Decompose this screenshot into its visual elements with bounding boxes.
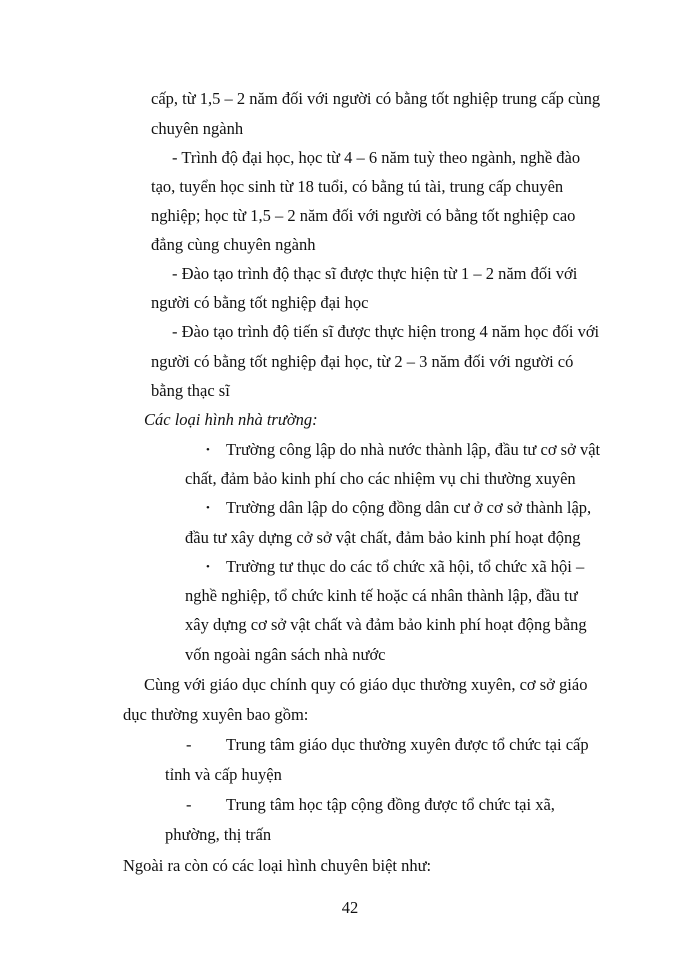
- bullet-icon: •: [206, 444, 210, 456]
- text-line: bằng thạc sĩ: [151, 381, 230, 400]
- text-line: - Trình độ đại học, học từ 4 – 6 năm tuỳ theo ngành, nghề đào: [172, 148, 581, 167]
- text-line: người có bằng tốt nghiệp đại học: [151, 293, 369, 312]
- text-line: tạo, tuyển học sinh từ 18 tuổi, có bằng tú tài, trung cấp chuyên: [151, 177, 564, 196]
- dash-icon: -: [186, 795, 192, 814]
- text-line: tỉnh và cấp huyện: [165, 765, 282, 784]
- text-line: người có bằng tốt nghiệp đại học, từ 2 – 3 năm đối với người có: [151, 352, 574, 371]
- text-line: Trường tư thục do các tổ chức xã hội, tổ chức xã hội –: [226, 557, 585, 576]
- section-heading: Các loại hình nhà trường:: [144, 410, 318, 429]
- text-line: Trường dân lập do cộng đồng dân cư ở cơ sở thành lập,: [226, 498, 592, 517]
- text-line: Ngoài ra còn có các loại hình chuyên biệt như:: [123, 856, 432, 875]
- text-line: nghiệp; học từ 1,5 – 2 năm đối với người có bằng tốt nghiệp cao: [151, 206, 576, 225]
- text-line: chất, đảm bảo kinh phí cho các nhiệm vụ chi thường xuyên: [185, 469, 576, 488]
- text-line: nghề nghiệp, tổ chức kinh tế hoặc cá nhân thành lập, đầu tư: [185, 586, 578, 605]
- text-line: Trung tâm giáo dục thường xuyên được tổ chức tại cấp: [226, 735, 589, 754]
- text-line: - Đào tạo trình độ thạc sĩ được thực hiện từ 1 – 2 năm đối với: [172, 264, 578, 283]
- text-line: - Đào tạo trình độ tiến sĩ được thực hiện trong 4 năm học đối với: [172, 322, 600, 341]
- text-line: xây dựng cơ sở vật chất và đảm bảo kinh phí hoạt động bằng: [185, 615, 587, 634]
- bullet-icon: •: [206, 561, 210, 573]
- text-line: chuyên ngành: [151, 119, 244, 138]
- text-line: Trung tâm học tập cộng đồng được tổ chức tại xã,: [226, 795, 555, 814]
- text-line: Cùng với giáo dục chính quy có giáo dục thường xuyên, cơ sở giáo: [144, 675, 588, 694]
- page-number: 42: [341, 898, 359, 917]
- text-line: vốn ngoài ngân sách nhà nước: [185, 645, 386, 664]
- text-line: Trường công lập do nhà nước thành lập, đầu tư cơ sở vật: [226, 440, 601, 459]
- text-line: đẳng cùng chuyên ngành: [151, 235, 316, 254]
- text-line: đầu tư xây dựng cở sở vật chất, đảm bảo kinh phí hoạt động: [185, 528, 581, 547]
- text-line: phường, thị trấn: [165, 825, 272, 844]
- bullet-icon: •: [206, 502, 210, 514]
- text-line: dục thường xuyên bao gồm:: [123, 705, 309, 724]
- text-line: cấp, từ 1,5 – 2 năm đối với người có bằng tốt nghiệp trung cấp cùng: [151, 89, 601, 108]
- dash-icon: -: [186, 735, 192, 754]
